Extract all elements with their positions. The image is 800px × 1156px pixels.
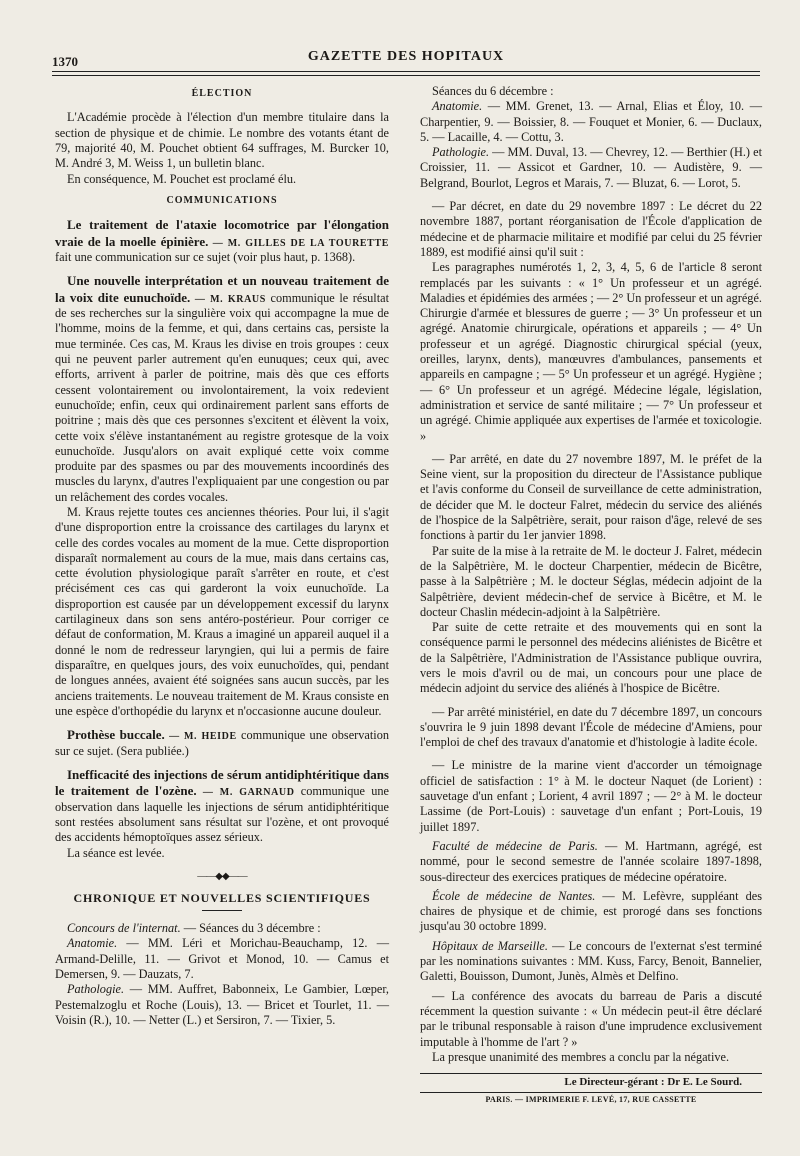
- header-rule-bottom: [52, 75, 760, 76]
- faculte-label: Faculté de médecine de Paris.: [432, 838, 598, 853]
- voix-title: Une nouvelle interprétation et un nouveau traitement de la voix dite eunuchoïde.: [55, 273, 389, 305]
- serum-title: Inefficacité des injections de sérum antidiphtéritique dans le traitement de l'ozène.: [55, 766, 389, 799]
- right-column: [420, 84, 762, 1105]
- nantes-text: — M. Lefèvre, suppléant des chaires de physique et de chimie, est prorogé dans ses fonctions jusqu'au 30 octobre 1899.: [420, 888, 762, 934]
- pathologie-results: [55, 982, 389, 1028]
- marseille-paragraph: [420, 939, 762, 985]
- chronique-rule: [202, 910, 242, 911]
- ataxie-title: Le traitement de l'ataxie locomotrice par l'élongation vraie de la moelle épinière.: [55, 217, 389, 249]
- arrete-paragraph-3: Par suite de cette retraite et des mouvements qui en sont la conséquence parmi le personnel des médecins aliénistes de Bicêtre et de la Salpêtrière, l'Administration de l'Assistance publique ouvrira, vers le mois d'avril ou de mai, un concours pour une place de médecin adjoint du service des aliénés à l'hospice de Bicêtre.: [420, 620, 762, 696]
- anatomie-6-label: Anatomie.: [432, 99, 483, 114]
- header-rule-top: [52, 71, 760, 72]
- prothese-author: — M. HEIDE: [169, 731, 237, 743]
- seances-6-heading: Séances du 6 décembre :: [432, 84, 554, 98]
- ataxie-author: — M. GILLES DE LA TOURETTE: [212, 237, 389, 249]
- page-number: 1370: [52, 54, 78, 69]
- anatomie-6-results: [420, 99, 762, 145]
- anatomie-label: Anatomie.: [67, 936, 118, 951]
- nantes-paragraph: [420, 889, 762, 935]
- barreau-paragraph: — La conférence des avocats du barreau de Paris a discuté récemment la question suivante : « Un médecin peut-il être déclaré par le tribunal responsable à raison d'une imprudence exclusivement imputable à l'homme de l'art ? »: [420, 988, 762, 1049]
- prothese-article: [55, 727, 389, 759]
- anatomie-results: [55, 936, 389, 982]
- page-header: [52, 44, 760, 72]
- marseille-text: — Le concours de l'externat s'est terminé par les nominations suivantes : MM. Kuss, Farcy, Benoit, Bannelier, Galetti, Bouisson, Dumont, Junès, Almès et Delfino.: [420, 938, 762, 984]
- anatomie-6-text: — MM. Grenet, 13. — Arnal, Elias et Éloy, 10. — Charpentier, 9. — Boissier, 8. — Fouquet et Monier, 6. — Duclaux, 5. — Lacaille, 4. — Cottu, 3.: [420, 99, 762, 144]
- amiens-paragraph: — Par arrêté ministériel, en date du 7 décembre 1897, un concours s'ouvrira le 9 juin 1898 devant l'École de médecine d'Amiens, pour l'emploi de chef des travaux d'anatomie et d'histologie à ladite école.: [420, 704, 762, 750]
- marine-paragraph: — Le ministre de la marine vient d'accorder un témoignage officiel de satisfaction : 1° à M. le docteur Naquet (de Lorient) : sauvetage d'un enfant ; Lorient, 4 avril 1897 ; — 2° à M. le docteur Lassime (de Port-Louis) : sauvetage d'un enfant ; Port-Louis, 19 juillet 1897.: [420, 758, 762, 834]
- ataxie-text: fait une communication sur ce sujet (voir plus haut, p. 1368).: [55, 250, 356, 265]
- barreau-conclusion: La presque unanimité des membres a conclu par la négative.: [432, 1049, 730, 1064]
- election-result: En conséquence, M. Pouchet est proclamé élu.: [67, 171, 297, 186]
- faculte-text: — M. Hartmann, agrégé, est nommé, pour le second semestre de l'année scolaire 1897-1898, sous-directeur des exercices pratiques de médecine opératoire.: [420, 838, 763, 884]
- voix-text: communique le résultat de ses recherches sur la singulière voix qui accompagne la mue de l'homme, moins de la femme, et qui, dans certains cas, persiste la mue terminée. Ces cas, M. Kraus les divise en trois groupes : ceux qui ne peuvent parler autrement qu'en eunuques; ceux qui, avec efforts, arrivent à parler de poitrine, mais dès que ces efforts cessent volontairement ou involontairement, la voix redevient eunuchoïde; enfin, ceux qui ordinairement parlent sans efforts de poitrine ; mais dès que ces personnes s'excitent et élèvent la voix, cette voix s'élève instantanément au registre grotesque de la voix eunuchoïde. Jusqu'alors on avait expliqué cette voix comme produite par des spasmes ou par des mouvements incoordinés des muscles du larynx, d'autres l'expliquaient par une congestion ou par un relâchement des cordes vocales.: [55, 290, 389, 504]
- concours-text: — Séances du 3 décembre :: [180, 921, 321, 936]
- seance-levee: La séance est levée.: [67, 845, 165, 860]
- decret-paragraph-1: — Par décret, en date du 29 novembre 1897 : Le décret du 22 novembre 1887, portant réorganisation de l'École d'application de médecine et de pharmacie militaire et modifié par celui du 25 février 1889, est modifié ainsi qu'il suit :: [420, 199, 762, 259]
- voix-article: [55, 273, 389, 505]
- serum-article: [55, 767, 389, 846]
- concours-line: [55, 921, 389, 936]
- election-paragraph: L'Académie procède à l'élection d'un membre titulaire dans la section de physique et de chimie. Le nombre des votants étant de 79, majorité 40, M. Pouchet obtient 64 suffrages, M. Burcker 10, M. André 3, M. Weiss 1, un bulletin blanc.: [55, 110, 389, 171]
- director-signature: Le Directeur-gérant : Dr E. Le Sourd.: [564, 1076, 742, 1089]
- decret-paragraph-2: Les paragraphes numérotés 1, 2, 3, 4, 5, 6 de l'article 8 seront remplacés par les suivants : « 1° Un professeur et un agrégé. Maladies et épidémies des armées ; — 2° Un professeur et un agrégé. Chirurgie d'armée et blessures de guerre ; — 3° Un professeur et un agrégé. Anatomie chirurgicale, opérations et appareils ; — 4° Un professeur et un agrégé. Diagnostic chirurgical spécial (yeux, oreilles, larynx, dents), manœuvres d'ambulances, pansements et appareils en campagne ; — 5° Un professeur et un agrégé. Hygiène ; — 6° Un professeur et un agrégé. Médecine légale, législation, administration et service de santé militaire ; — 7° Un professeur et un agrégé. Chimie appliquée aux expertises de l'armée et toxicologie. »: [420, 260, 762, 443]
- faculte-paragraph: [420, 839, 762, 885]
- chronique-heading: CHRONIQUE ET NOUVELLES SCIENTIFIQUES: [73, 891, 371, 906]
- nantes-label: École de médecine de Nantes.: [432, 888, 596, 903]
- pathologie-6-results: [420, 145, 762, 191]
- marseille-label: Hôpitaux de Marseille.: [432, 938, 548, 953]
- election-heading: ÉLECTION: [191, 88, 253, 99]
- signature-rule: [420, 1073, 762, 1074]
- prothese-title: Prothèse buccale.: [67, 727, 165, 743]
- pathologie-6-text: — MM. Duval, 13. — Chevrey, 12. — Berthier (H.) et Croissier, 11. — Assicot et Gardner, 10. — Audistère, 9. — Belgrand, Bourlot, Legros et Marais, 7. — Bluzat, 6. — Lorot, 5.: [420, 145, 762, 190]
- arrete-paragraph-1: — Par arrêté, en date du 27 novembre 1897, M. le préfet de la Seine vient, sur la proposition du directeur de l'Assistance publique et l'avis conforme du Conseil de surveillance de cette administration, de décider que M. le docteur Falret, médecin du service des aliénés de l'hospice de la Salpêtrière, serait, pour raison d'âge, relevé de ses fonctions à partir du 1er janvier 1898.: [420, 451, 762, 543]
- ornament-divider: ——◆◆——: [197, 870, 247, 882]
- ataxie-article: [55, 217, 389, 265]
- pathologie-label: Pathologie.: [67, 982, 125, 997]
- serum-author: — M. GARNAUD: [202, 787, 295, 799]
- printer-line: PARIS. — IMPRIMERIE F. LEVÉ, 17, RUE CASSETTE: [485, 1094, 697, 1104]
- printer-rule: [420, 1092, 762, 1093]
- serum-text: communique une observation dans laquelle les injections de sérum antidiphtéritique sont restées absolument sans résultat sur l'ozène, et ont provoqué des accidents hémoptoïques assez sérieux.: [55, 784, 389, 845]
- pathologie-6-label: Pathologie.: [432, 145, 490, 160]
- arrete-paragraph-2: Par suite de la mise à la retraite de M. le docteur J. Falret, médecin de la Salpêtrière, M. le docteur Charpentier, médecin de Bicêtre, passe à la Salpêtrière ; M. le docteur Séglas, médecin adjoint de la Salpêtrière, devient médecin-chef de service à Bicêtre, et M. le docteur Chaslin médecin-adjoint à la Salpêtrière.: [420, 543, 762, 619]
- left-column: [55, 84, 389, 1028]
- voix-paragraph-2: M. Kraus rejette toutes ces anciennes théories. Pour lui, il s'agit d'une disproportion entre la croissance des cartilages du larynx et celle des cordes vocales au moment de la mue. Cette disproportion disparaît normalement au cours de la mue, mais dans certains cas, cette évolution physiologique paraît s'arrêter en route, et c'est précisément ces cas qui garderont la voix eunuchoïde. La disproportion est causée par un développement excessif du larynx cartilagineux dans son sens antéro-postérieur. Pour corriger ce défaut de conformation, M. Kraus a imaginé un appareil auquel il a donné le nom de redresseur laryngien, qui lui a permis de faire disparaître, en quelques jours, des voix eunuchoïdes, qui, pendant de longues années, avaient été soignées sans aucun succès, par les anciens traitements. Le nouveau traitement de M. Kraus consiste en une espèce d'orthopédie du larynx et n'occasionne aucune douleur.: [55, 504, 389, 718]
- concours-title: Concours de l'internat.: [67, 921, 181, 936]
- prothese-text: communique une observation sur ce sujet. (Sera publiée.): [55, 728, 389, 758]
- voix-author: — M. KRAUS: [194, 293, 266, 305]
- anatomie-text: — MM. Léri et Morichau-Beauchamp, 12. — Armand-Delille, 11. — Grivot et Monod, 10. — Camus et Demersen, 9. — Dauzats, 7.: [55, 936, 389, 982]
- journal-title: GAZETTE DES HOPITAUX: [307, 49, 505, 64]
- pathologie-text: — MM. Auffret, Babonneix, Le Gambier, Lœper, Pestemalzoglu et Roche (Louis), 13. — Bricet et Tourlet, 11. — Voisin (R.), 10. — Netter (L.) et Sersiron, 7. — Tixier, 5.: [55, 982, 389, 1027]
- communications-heading: COMMUNICATIONS: [166, 194, 278, 206]
